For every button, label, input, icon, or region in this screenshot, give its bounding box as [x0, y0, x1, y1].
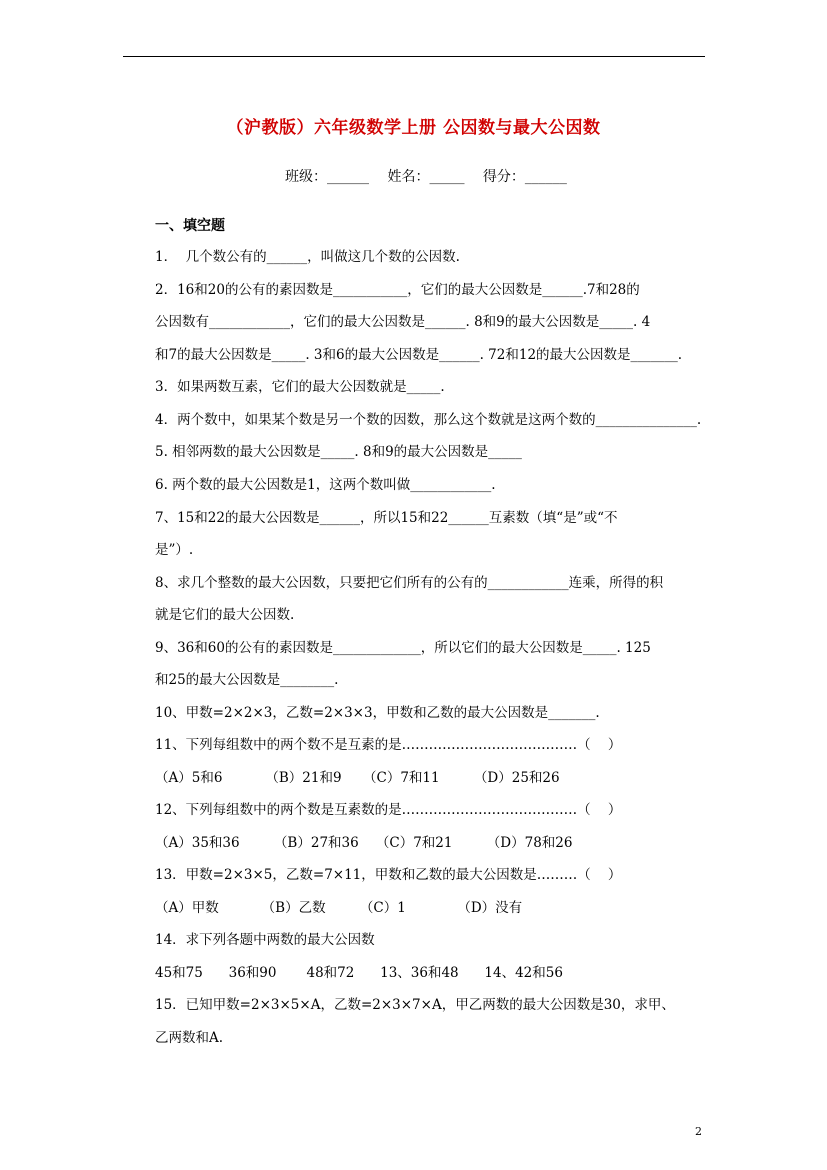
question-line: 公因数有____________，它们的最大公因数是______. 8和9的最大公因数是_____. 4	[155, 314, 651, 330]
question-line: 4．两个数中，如果某个数是另一个数的因数，那么这个数就是这两个数的_______________.	[155, 412, 702, 428]
question-line: 5. 相邻两数的最大公因数是_____. 8和9的最大公因数是_____	[155, 444, 522, 460]
question-line: 15．已知甲数=2×3×5×A，乙数=2×3×7×A，甲乙两数的最大公因数是30，求甲、	[155, 997, 675, 1013]
question-line: 6. 两个数的最大公因数是1，这两个数叫做____________.	[155, 477, 496, 493]
question-line: 2．16和20的公有的素因数是___________，它们的最大公因数是______.7和28的	[155, 282, 640, 298]
question-line: 8、求几个整数的最大公因数，只要把它们所有的公有的____________连乘，所得的积	[155, 575, 664, 591]
score-field: 得分：______	[482, 169, 567, 185]
page-number: 2	[695, 1125, 702, 1138]
question-line: 45和75 36和90 48和72 13、36和48 14、42和56	[155, 965, 563, 981]
answer-options: （A）35和36 （B）27和36 （C）7和21 （D）78和26	[155, 835, 573, 851]
question-line: 13．甲数=2×3×5，乙数=7×11，甲数和乙数的最大公因数是………（ ）	[155, 867, 622, 883]
question-line: 是”）.	[155, 542, 194, 558]
question-line: 9、36和60的公有的素因数是_____________，所以它们的最大公因数是_____. 125	[155, 640, 651, 656]
question-line: 和7的最大公因数是_____. 3和6的最大公因数是______. 72和12的最大公因数是_______.	[155, 347, 683, 363]
answer-options: （A）甲数 （B）乙数 （C）1 （D）没有	[155, 900, 523, 916]
question-line: 7、15和22的最大公因数是______，所以15和22______互素数（填“是”或“不	[155, 510, 618, 526]
question-line: 乙两数和A.	[155, 1030, 224, 1046]
question-line: 11、下列每组数中的两个数不是互素的是…………………………………（ ）	[155, 737, 622, 753]
name-field: 姓名：_____	[387, 169, 465, 185]
question-line: 10、甲数=2×2×3，乙数=2×3×3，甲数和乙数的最大公因数是_______.	[155, 705, 600, 721]
answer-options: （A）5和6 （B）21和9 （C）7和11 （D）25和26	[155, 770, 560, 786]
question-line: 14．求下列各题中两数的最大公因数	[155, 932, 375, 948]
question-line: 和25的最大公因数是________.	[155, 672, 339, 688]
header-rule	[123, 56, 705, 57]
class-field: 班级：______	[285, 169, 369, 185]
section-title: 一、填空题	[155, 218, 225, 234]
question-line: 3．如果两数互素，它们的最大公因数就是_____.	[155, 379, 445, 395]
question-line: 就是它们的最大公因数.	[155, 607, 295, 623]
page-title: （沪教版）六年级数学上册 公因数与最大公因数	[226, 118, 601, 138]
student-info-row	[285, 166, 567, 186]
question-line: 1． 几个数公有的______，叫做这几个数的公因数.	[155, 249, 460, 265]
question-line: 12、下列每组数中的两个数是互素数的是…………………………………（ ）	[155, 802, 622, 818]
